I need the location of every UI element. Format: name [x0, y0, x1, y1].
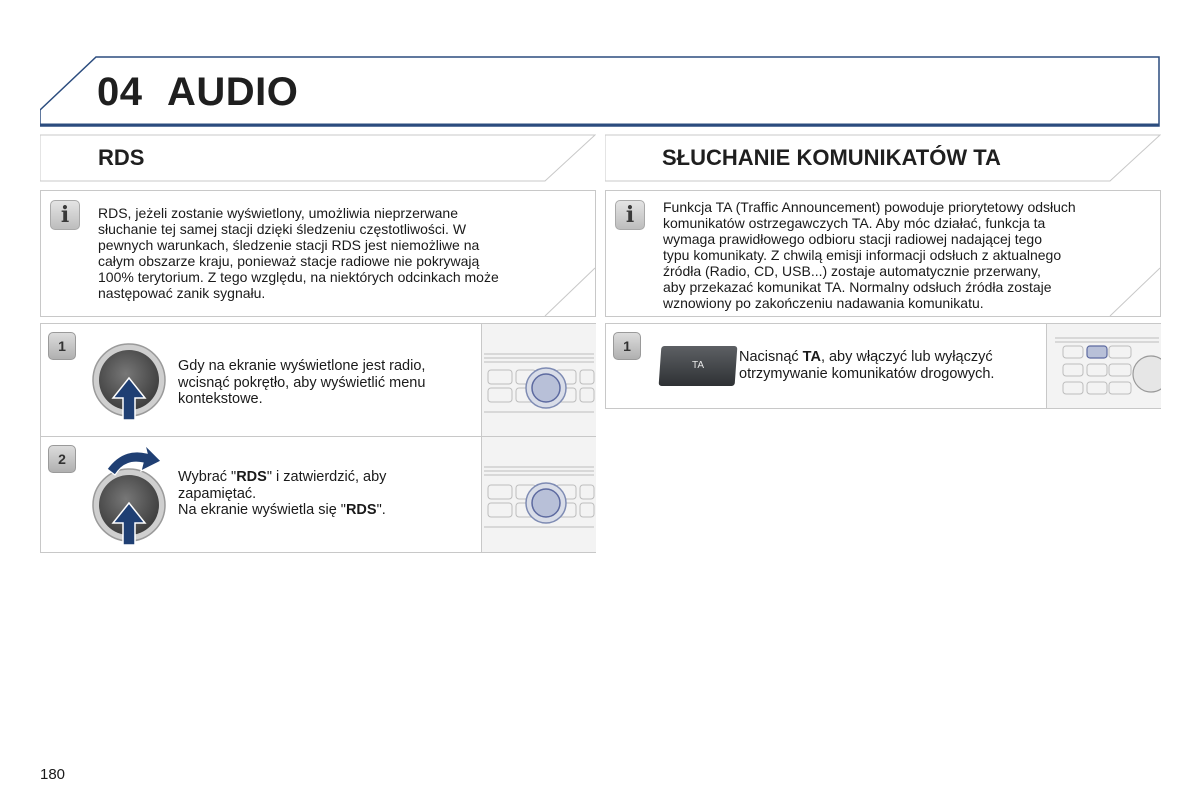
rds-step-2-text: Wybrać "RDS" i zatwierdzić, aby zapamiętać. Na ekranie wyświetla się "RDS".: [178, 469, 387, 518]
rds-info-text: RDS, jeżeli zostanie wyświetlony, umożliwia nieprzerwane słuchanie tej samej stacji dzięki śledzeniu częstotliwości. W pewnych warunkach, śledzenie stacji RDS jest niemożliwe na całym obszarze kraju, ponieważ stacje radiowe nie pokrywają 100% terytorium. Z tego względu, na niektórych odcinkach może następować zanik sygnału.: [98, 205, 499, 301]
rds-step-1: [40, 323, 596, 438]
rds-section-title: RDS: [98, 145, 145, 170]
ta-key-button[interactable]: TA: [659, 346, 738, 386]
info-icon: i: [615, 200, 645, 230]
ta-info-box: [605, 190, 1161, 317]
rds-info-box: [40, 190, 596, 317]
ta-step-1-text: Nacisnąć TA, aby włączyć lub wyłączyć otrzymywanie komunikatów drogowych.: [739, 349, 995, 382]
step-number-badge: 2: [48, 445, 76, 473]
ta-section-title: SŁUCHANIE KOMUNIKATÓW TA: [662, 145, 1001, 170]
step-number-badge: 1: [48, 332, 76, 360]
radio-panel-thumbnail: [481, 437, 596, 552]
info-icon: i: [50, 200, 80, 230]
chapter-title: AUDIO: [167, 70, 299, 114]
radio-panel-thumbnail: [481, 324, 596, 437]
step-number-badge: 1: [613, 332, 641, 360]
ta-info-text: Funkcja TA (Traffic Announcement) powoduje priorytetowy odsłuch komunikatów ostrzegawczych TA. Aby móc działać, funkcja ta wymaga prawidłowego odbioru stacji radiowej nadającej tego typu komunikaty. Z chwilą emisji informacji odsłuch z aktualnego źródła (Radio, CD, USB...) zostaje automatycznie przerwany, aby przekazać komunikat TA. Normalny odsłuch źródła zostaje wznowiony po zakończeniu nadawania komunikatu.: [663, 199, 1076, 311]
rds-step-2: [40, 436, 596, 553]
knob-press-icon: [89, 338, 169, 422]
knob-rotate-icon: [89, 441, 177, 547]
radio-panel-thumbnail: [1046, 324, 1161, 408]
rds-step-1-text: Gdy na ekranie wyświetlone jest radio, wcisnąć pokrętło, aby wyświetlić menu kontekstowe.: [178, 358, 426, 407]
page-number: 180: [40, 766, 66, 783]
chapter-number: 04: [97, 70, 143, 114]
